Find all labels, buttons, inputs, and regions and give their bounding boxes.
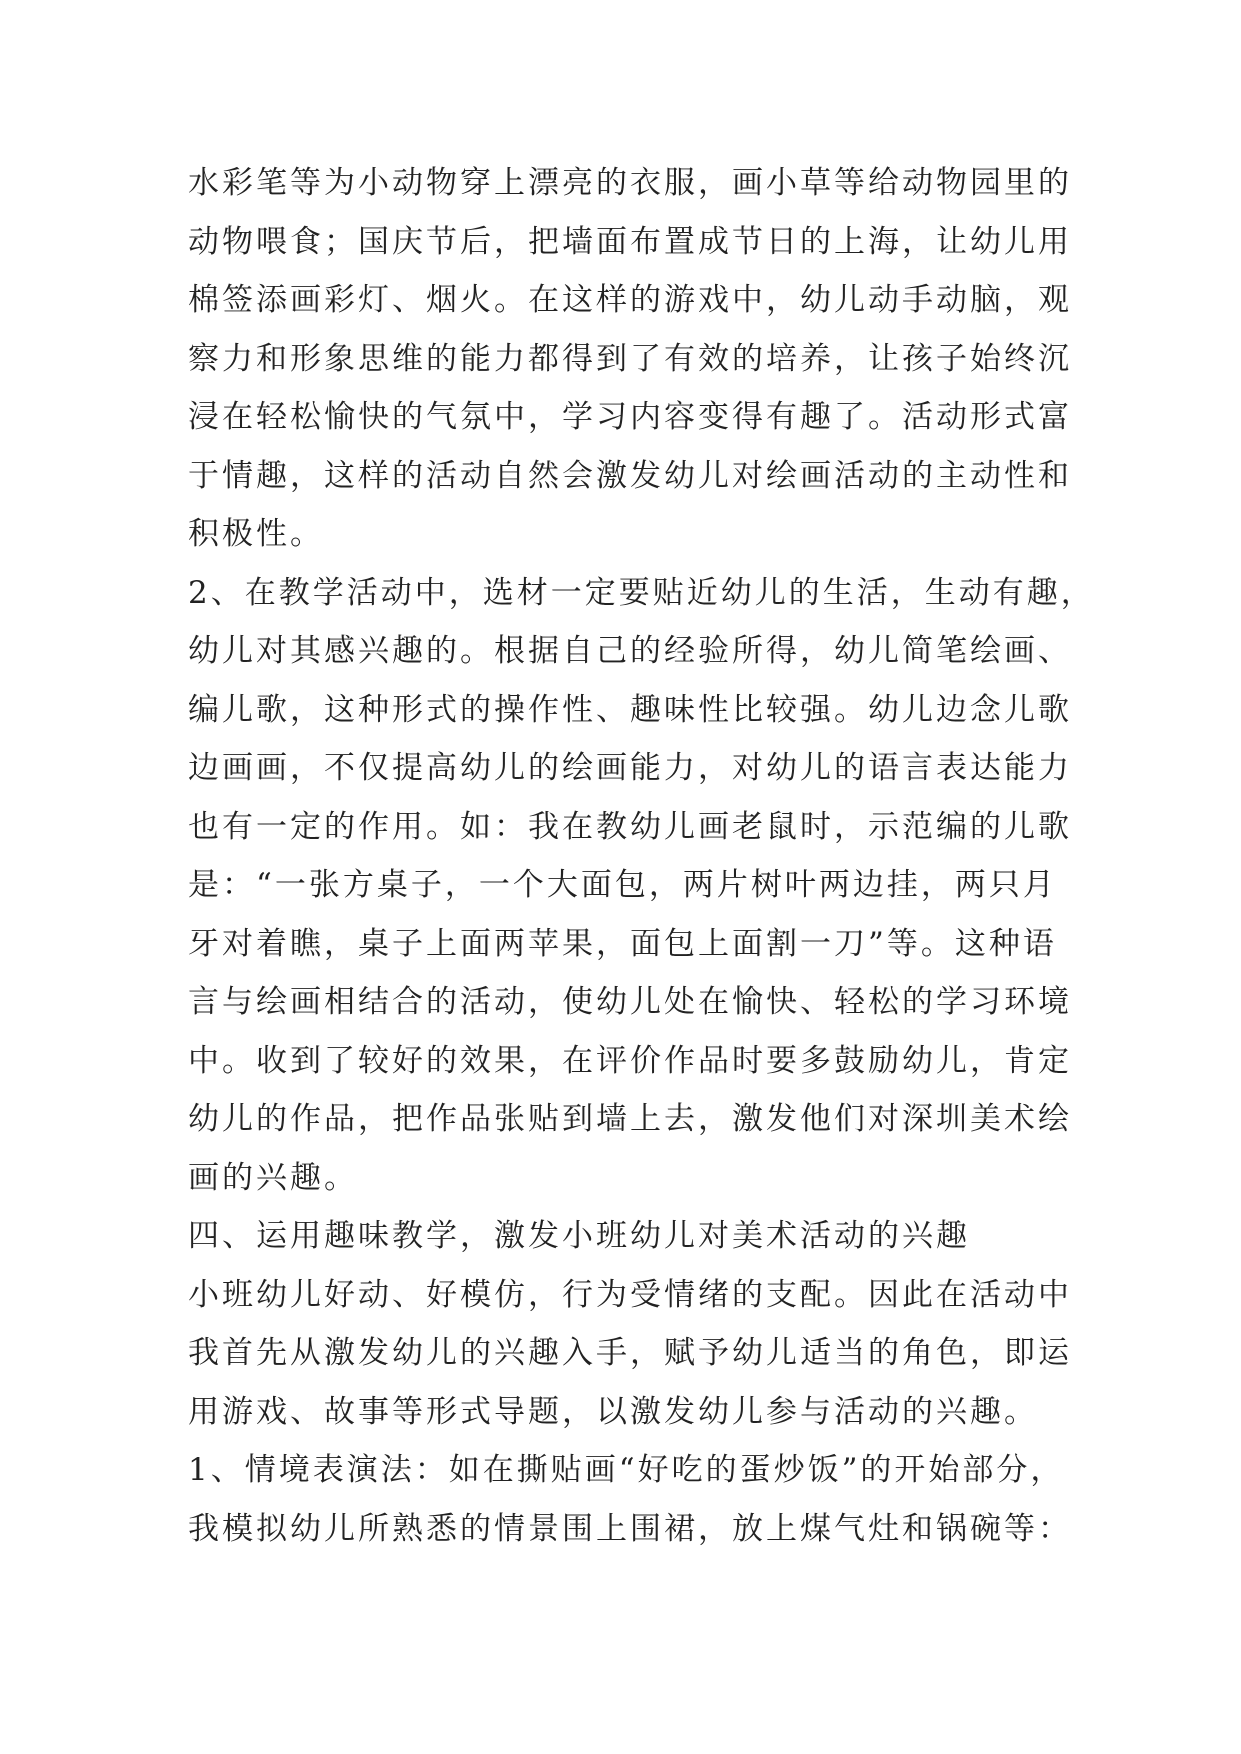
- text-line: 也有一定的作用。如：我在教幼儿画老鼠时，示范编的儿歌: [188, 808, 1072, 845]
- text-line: 是：“一张方桌子，一个大面包，两片树叶两边挂，两只月: [188, 867, 1057, 903]
- text-line: 2、在教学活动中，选材一定要贴近幼儿的生活，生动有趣，: [188, 574, 1095, 611]
- document-page: [188, 154, 1095, 1558]
- text-line: 于情趣，这样的活动自然会激发幼儿对绘画活动的主动性和: [188, 457, 1072, 494]
- text-line: 幼儿的作品，把作品张贴到墙上去，激发他们对深圳美术绘: [188, 1101, 1072, 1137]
- text-line: 1、情境表演法：如在撕贴画“好吃的蛋炒饭”的开始部分，: [188, 1452, 1065, 1488]
- text-line: 中。收到了较好的效果，在评价作品时要多鼓励幼儿，肯定: [188, 1042, 1072, 1079]
- text-line: 幼儿对其感兴趣的。根据自己的经验所得，幼儿简笔绘画、: [188, 633, 1072, 669]
- text-line: 水彩笔等为小动物穿上漂亮的衣服，画小草等给动物园里的: [188, 165, 1072, 201]
- text-line: 编儿歌，这种形式的操作性、趣味性比较强。幼儿边念儿歌: [188, 691, 1072, 728]
- section-heading: 四、运用趣味教学，激发小班幼儿对美术活动的兴趣: [188, 1218, 970, 1254]
- text-line: 我模拟幼儿所熟悉的情景围上围裙，放上煤气灶和锅碗等：: [188, 1510, 1072, 1547]
- text-line: 小班幼儿好动、好模仿，行为受情绪的支配。因此在活动中: [188, 1276, 1072, 1313]
- text-line: 浸在轻松愉快的气氛中，学习内容变得有趣了。活动形式富: [188, 399, 1072, 435]
- text-line: 积极性。: [188, 516, 324, 552]
- text-line: 边画画，不仅提高幼儿的绘画能力，对幼儿的语言表达能力: [188, 750, 1072, 786]
- text-line: 牙对着瞧，桌子上面两苹果，面包上面割一刀”等。这种语: [188, 925, 1057, 962]
- text-line: 言与绘画相结合的活动，使幼儿处在愉快、轻松的学习环境: [188, 984, 1072, 1020]
- text-line: 画的兴趣。: [188, 1159, 358, 1196]
- text-line: 动物喂食；国庆节后，把墙面布置成节日的上海，让幼儿用: [188, 223, 1072, 260]
- text-line: 棉签添画彩灯、烟火。在这样的游戏中，幼儿动手动脑，观: [188, 282, 1072, 318]
- text-line: 察力和形象思维的能力都得到了有效的培养，让孩子始终沉: [188, 340, 1072, 377]
- text-line: 用游戏、故事等形式导题，以激发幼儿参与活动的兴趣。: [188, 1393, 1038, 1430]
- text-line: 我首先从激发幼儿的兴趣入手，赋予幼儿适当的角色，即运: [188, 1335, 1072, 1371]
